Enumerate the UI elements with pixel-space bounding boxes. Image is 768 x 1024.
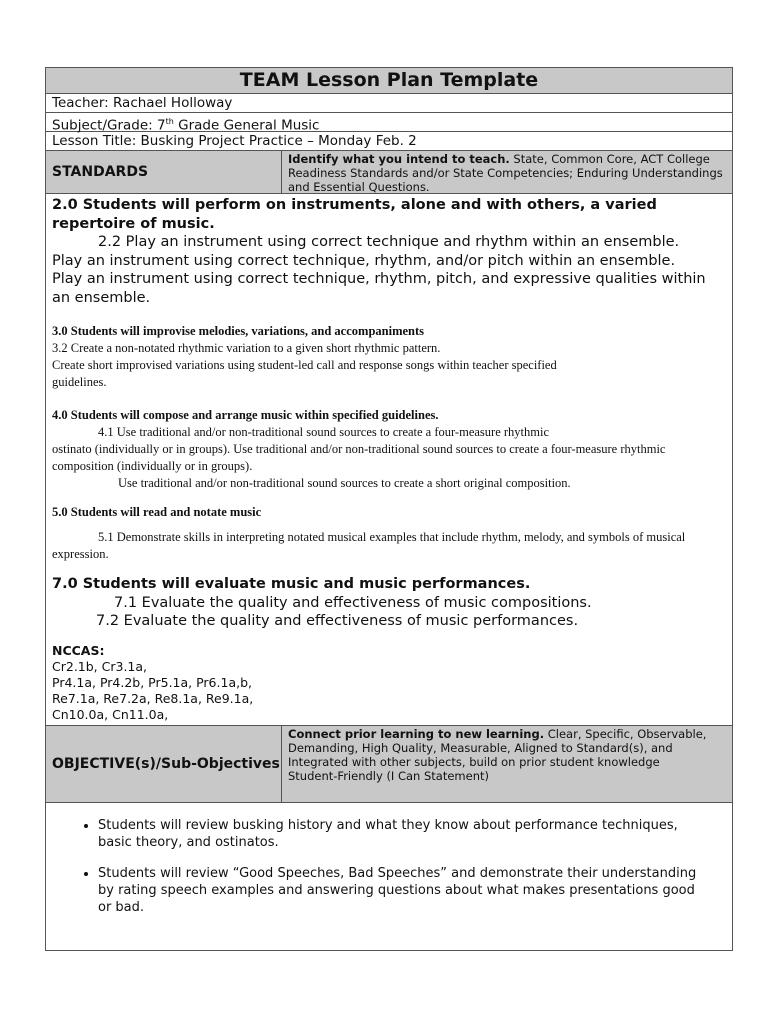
standard-7-heading: 7.0 Students will evaluate music and music performances. <box>52 576 531 592</box>
standard-2-line2: Play an instrument using correct technique, rhythm, and/or pitch within an ensemble. <box>52 252 676 269</box>
objective-header <box>46 726 732 803</box>
nccas-line: Re7.1a, Re7.2a, Re8.1a, Re9.1a, <box>52 690 254 706</box>
subject-grade-row <box>46 113 732 132</box>
standard-5-heading: 5.0 Students will read and notate music <box>52 505 262 519</box>
objectives-body <box>46 803 732 950</box>
nccas-line: Pr4.1a, Pr4.2b, Pr5.1a, Pr6.1a,b, <box>52 674 252 690</box>
standards-label: STANDARDS <box>46 151 282 193</box>
nccas-label: NCCAS: <box>52 642 105 658</box>
objective-label: OBJECTIVE(s)/Sub-Objectives <box>46 726 282 802</box>
standard-3-line2: Create short improvised variations using student-led call and response songs within teacher specified guidelines. <box>52 358 557 389</box>
standard-7-1: 7.1 Evaluate the quality and effectiveness of music compositions. <box>114 594 592 611</box>
subject-prefix: Subject/Grade: 7 <box>52 117 166 134</box>
objectives-list <box>66 817 712 916</box>
objective-description-rest: Clear, Specific, Observable, Demanding, High Quality, Measurable, Aligned to Standard(s), and Integrated with other subjects, build on prior student knowledge <box>288 726 707 769</box>
teacher-row: Teacher: Rachael Holloway <box>46 94 732 113</box>
objective-description-line2: Student-Friendly (I Can Statement) <box>288 768 489 783</box>
standard-2-line3: Play an instrument using correct technique, rhythm, pitch, and expressive qualities within an ensemble. <box>52 271 706 306</box>
standards-body <box>46 194 732 726</box>
standard-4-line2: ostinato (individually or in groups). Use traditional and/or non-traditional sound sources to create a four-measure rhythmic composition (individually or in groups). <box>52 442 666 473</box>
standards-description-bold: Identify what you intend to teach. <box>288 152 510 166</box>
standard-2-heading: 2.0 Students will perform on instruments, alone and with others, a varied repertoire of music. <box>52 197 657 232</box>
subject-suffix: Grade General Music <box>173 117 320 134</box>
standards-description-rest: State, Common Core, ACT College Readiness Standards and/or State Competencies; Enduring Understandings and Essential Questions. <box>288 152 723 194</box>
standard-7-2: 7.2 Evaluate the quality and effectiveness of music performances. <box>96 613 579 629</box>
nccas-line: Cr2.1b, Cr3.1a, <box>52 658 148 674</box>
standard-2-2: 2.2 Play an instrument using correct technique and rhythm within an ensemble. <box>98 234 680 250</box>
standard-4-heading: 4.0 Students will compose and arrange music within specified guidelines. <box>52 408 439 422</box>
standards-description <box>282 151 732 193</box>
standard-5-1: 5.1 Demonstrate skills in interpreting notated musical examples that include rhythm, melody, and symbols of musical expression. <box>52 530 686 561</box>
standard-3-2: 3.2 Create a non-notated rhythmic variation to a given short rhythmic pattern. <box>52 341 441 355</box>
standard-4-1: 4.1 Use traditional and/or non-traditional sound sources to create a four-measure rhythmic <box>98 425 549 439</box>
standard-4-line3: Use traditional and/or non-traditional sound sources to create a short original composition. <box>118 476 571 490</box>
lesson-plan-page <box>45 67 733 951</box>
list-item: • Students will review “Good Speeches, Bad Speeches” and demonstrate their understanding by rating speech examples and answering questions about what makes presentations good or bad. <box>98 865 712 916</box>
subject-superscript: th <box>165 117 174 126</box>
objective-description-bold: Connect prior learning to new learning. <box>288 726 545 741</box>
standard-3-heading: 3.0 Students will improvise melodies, variations, and accompaniments <box>52 324 425 338</box>
list-item: • Students will review busking history and what they know about performance techniques, basic theory, and ostinatos. <box>98 817 712 851</box>
nccas-line: Cn10.0a, Cn11.0a, <box>52 706 169 722</box>
page-title: TEAM Lesson Plan Template <box>46 68 732 94</box>
objective-description <box>282 726 732 802</box>
standards-header <box>46 151 732 194</box>
lesson-title-row: Lesson Title: Busking Project Practice – Monday Feb. 2 <box>46 132 732 151</box>
